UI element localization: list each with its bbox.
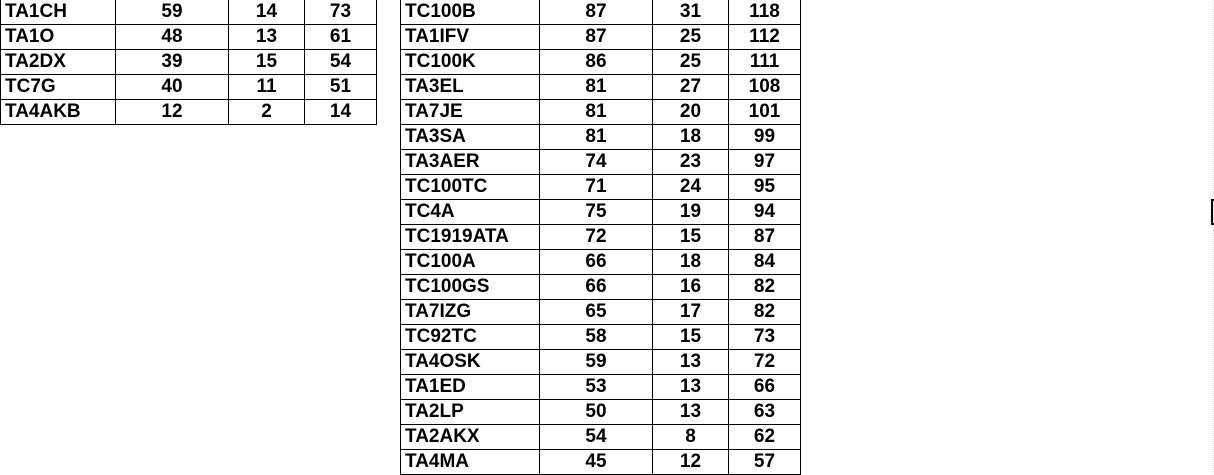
- value-cell[interactable]: 86: [540, 50, 653, 75]
- table-row: [401, 75, 801, 100]
- callsign-cell[interactable]: TC100A: [401, 250, 540, 275]
- total-cell[interactable]: 73: [305, 0, 377, 25]
- callsign-cell[interactable]: TC92TC: [401, 325, 540, 350]
- total-cell[interactable]: 14: [305, 100, 377, 125]
- value-cell[interactable]: 15: [653, 325, 729, 350]
- total-cell[interactable]: 82: [729, 275, 801, 300]
- callsign-cell[interactable]: TA1O: [1, 25, 116, 50]
- callsign-cell[interactable]: TA3AER: [401, 150, 540, 175]
- value-cell[interactable]: 48: [116, 25, 229, 50]
- table-row: [401, 150, 801, 175]
- value-cell[interactable]: 12: [116, 100, 229, 125]
- value-cell[interactable]: 87: [540, 0, 653, 25]
- value-cell[interactable]: 53: [540, 375, 653, 400]
- value-cell[interactable]: 81: [540, 100, 653, 125]
- table-row: [401, 100, 801, 125]
- total-cell[interactable]: 118: [729, 0, 801, 25]
- table-row: [401, 200, 801, 225]
- value-cell[interactable]: 24: [653, 175, 729, 200]
- value-cell[interactable]: 27: [653, 75, 729, 100]
- total-cell[interactable]: 61: [305, 25, 377, 50]
- value-cell[interactable]: 81: [540, 125, 653, 150]
- total-cell[interactable]: 73: [729, 325, 801, 350]
- table-row: [1, 50, 377, 75]
- total-cell[interactable]: 84: [729, 250, 801, 275]
- callsign-cell[interactable]: TA1ED: [401, 375, 540, 400]
- total-cell[interactable]: 54: [305, 50, 377, 75]
- value-cell[interactable]: 17: [653, 300, 729, 325]
- callsign-cell[interactable]: TC100GS: [401, 275, 540, 300]
- value-cell[interactable]: 13: [653, 400, 729, 425]
- total-cell[interactable]: 112: [729, 25, 801, 50]
- value-cell[interactable]: 19: [653, 200, 729, 225]
- value-cell[interactable]: 18: [653, 250, 729, 275]
- value-cell[interactable]: 87: [540, 25, 653, 50]
- value-cell[interactable]: 81: [540, 75, 653, 100]
- value-cell[interactable]: 71: [540, 175, 653, 200]
- table-row: [401, 50, 801, 75]
- total-cell[interactable]: 63: [729, 400, 801, 425]
- callsign-cell[interactable]: TA4AKB: [1, 100, 116, 125]
- value-cell[interactable]: 13: [653, 375, 729, 400]
- value-cell[interactable]: 11: [229, 75, 305, 100]
- value-cell[interactable]: 72: [540, 225, 653, 250]
- table-row: [401, 400, 801, 425]
- callsign-cell[interactable]: TC7G: [1, 75, 116, 100]
- table-row: [401, 350, 801, 375]
- table-row: [401, 300, 801, 325]
- total-cell[interactable]: 57: [729, 450, 801, 475]
- callsign-cell[interactable]: TA2LP: [401, 400, 540, 425]
- callsign-cell[interactable]: TA1CH: [1, 0, 116, 25]
- value-cell[interactable]: 31: [653, 0, 729, 25]
- table-row: [401, 125, 801, 150]
- callsign-cell[interactable]: TC4A: [401, 200, 540, 225]
- value-cell[interactable]: 18: [653, 125, 729, 150]
- callsign-cell[interactable]: TC100B: [401, 0, 540, 25]
- value-cell[interactable]: 66: [540, 250, 653, 275]
- callsign-cell[interactable]: TA3EL: [401, 75, 540, 100]
- total-cell[interactable]: 87: [729, 225, 801, 250]
- table-row: [401, 175, 801, 200]
- value-cell[interactable]: 15: [653, 225, 729, 250]
- callsign-cell[interactable]: TC100TC: [401, 175, 540, 200]
- table-row: [401, 250, 801, 275]
- value-cell[interactable]: 8: [653, 425, 729, 450]
- total-cell[interactable]: 66: [729, 375, 801, 400]
- total-cell[interactable]: 111: [729, 50, 801, 75]
- total-cell[interactable]: 94: [729, 200, 801, 225]
- value-cell[interactable]: 13: [229, 25, 305, 50]
- table-row: [401, 0, 801, 25]
- table-row: [401, 375, 801, 400]
- value-cell[interactable]: 16: [653, 275, 729, 300]
- table-row: [1, 0, 377, 25]
- value-cell[interactable]: 25: [653, 50, 729, 75]
- total-cell[interactable]: 51: [305, 75, 377, 100]
- total-cell[interactable]: 82: [729, 300, 801, 325]
- value-cell[interactable]: 58: [540, 325, 653, 350]
- table-row: [401, 450, 801, 475]
- left-score-table: [0, 0, 377, 125]
- value-cell[interactable]: 66: [540, 275, 653, 300]
- table-row: [401, 275, 801, 300]
- value-cell[interactable]: 23: [653, 150, 729, 175]
- value-cell[interactable]: 15: [229, 50, 305, 75]
- value-cell[interactable]: 54: [540, 425, 653, 450]
- value-cell[interactable]: 59: [540, 350, 653, 375]
- value-cell[interactable]: 65: [540, 300, 653, 325]
- callsign-cell[interactable]: TA2AKX: [401, 425, 540, 450]
- value-cell[interactable]: 12: [653, 450, 729, 475]
- value-cell[interactable]: 39: [116, 50, 229, 75]
- value-cell[interactable]: 45: [540, 450, 653, 475]
- total-cell[interactable]: 99: [729, 125, 801, 150]
- callsign-cell[interactable]: TA7JE: [401, 100, 540, 125]
- table-row: [401, 25, 801, 50]
- callsign-cell[interactable]: TA4MA: [401, 450, 540, 475]
- total-cell[interactable]: 108: [729, 75, 801, 100]
- table-row: [401, 425, 801, 450]
- value-cell[interactable]: 14: [229, 0, 305, 25]
- callsign-cell[interactable]: TC100K: [401, 50, 540, 75]
- value-cell[interactable]: 59: [116, 0, 229, 25]
- right-score-table: [400, 0, 801, 475]
- callsign-cell[interactable]: TA2DX: [1, 50, 116, 75]
- value-cell[interactable]: 74: [540, 150, 653, 175]
- callsign-cell[interactable]: TA4OSK: [401, 350, 540, 375]
- table-row: [1, 100, 377, 125]
- value-cell[interactable]: 50: [540, 400, 653, 425]
- table-row: [1, 25, 377, 50]
- callsign-cell[interactable]: TA3SA: [401, 125, 540, 150]
- total-cell[interactable]: 95: [729, 175, 801, 200]
- total-cell[interactable]: 72: [729, 350, 801, 375]
- total-cell[interactable]: 101: [729, 100, 801, 125]
- value-cell[interactable]: 2: [229, 100, 305, 125]
- total-cell[interactable]: 62: [729, 425, 801, 450]
- total-cell[interactable]: 97: [729, 150, 801, 175]
- value-cell[interactable]: 13: [653, 350, 729, 375]
- callsign-cell[interactable]: TC1919ATA: [401, 225, 540, 250]
- table-row: [1, 75, 377, 100]
- callsign-cell[interactable]: TA1IFV: [401, 25, 540, 50]
- value-cell[interactable]: 20: [653, 100, 729, 125]
- callsign-cell[interactable]: TA7IZG: [401, 300, 540, 325]
- value-cell[interactable]: 75: [540, 200, 653, 225]
- value-cell[interactable]: 40: [116, 75, 229, 100]
- table-row: [401, 225, 801, 250]
- table-row: [401, 325, 801, 350]
- value-cell[interactable]: 25: [653, 25, 729, 50]
